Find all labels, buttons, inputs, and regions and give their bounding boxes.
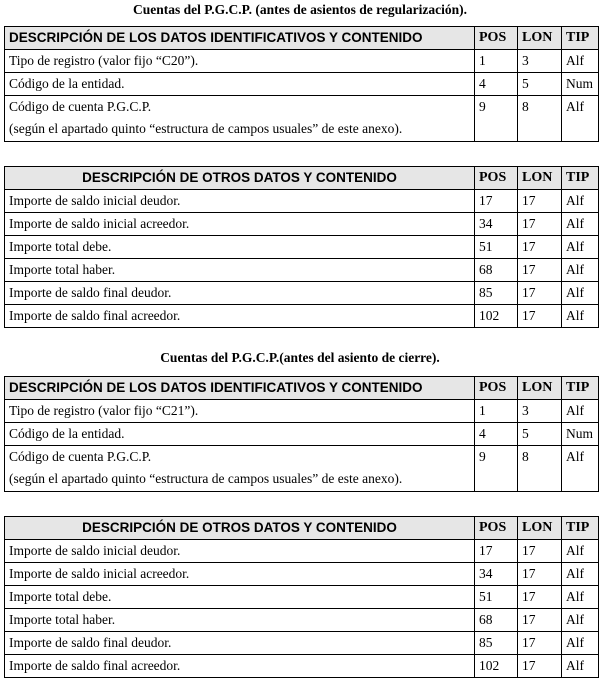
row-description: Importe de saldo final acreedor. [5, 655, 475, 678]
header-description: DESCRIPCIÓN DE LOS DATOS IDENTIFICATIVOS Y CONTENIDO [5, 27, 475, 50]
table-row [5, 655, 599, 678]
row-description: Importe de saldo inicial deudor. [5, 540, 475, 563]
row-lon: 5 [518, 423, 562, 446]
row-tip: Alf [562, 655, 599, 678]
table-header-row [5, 377, 599, 400]
row-pos: 102 [475, 305, 518, 328]
row-lon: 17 [518, 609, 562, 632]
row-tip: Alf [562, 96, 599, 142]
table-row [5, 609, 599, 632]
row-lon: 17 [518, 213, 562, 236]
row-pos: 51 [475, 236, 518, 259]
row-description: Importe de saldo final deudor. [5, 282, 475, 305]
row-lon: 3 [518, 50, 562, 73]
row-lon: 17 [518, 655, 562, 678]
table-header-row [5, 167, 599, 190]
header-lon: LON [518, 517, 562, 540]
row-lon: 17 [518, 282, 562, 305]
row-description: Importe total debe. [5, 236, 475, 259]
row-lon: 17 [518, 190, 562, 213]
row-pos: 85 [475, 282, 518, 305]
row-lon: 5 [518, 73, 562, 96]
row-description: Código de la entidad. [5, 73, 475, 96]
header-tip: TIP [562, 167, 599, 190]
row-lon: 3 [518, 400, 562, 423]
row-description: Importe de saldo inicial acreedor. [5, 563, 475, 586]
row-description: Tipo de registro (valor fijo “C20”). [5, 50, 475, 73]
row-tip: Num [562, 423, 599, 446]
table-row [5, 282, 599, 305]
row-lon: 17 [518, 305, 562, 328]
row-lon: 17 [518, 236, 562, 259]
row-description: Importe de saldo final deudor. [5, 632, 475, 655]
table-row [5, 190, 599, 213]
row-pos: 17 [475, 540, 518, 563]
identification-table [4, 376, 599, 492]
row-description: Importe de saldo inicial deudor. [5, 190, 475, 213]
row-lon: 8 [518, 96, 562, 142]
row-tip: Alf [562, 446, 599, 492]
row-tip: Alf [562, 400, 599, 423]
row-description [5, 96, 475, 142]
header-description: DESCRIPCIÓN DE LOS DATOS IDENTIFICATIVOS Y CONTENIDO [5, 377, 475, 400]
row-lon: 17 [518, 259, 562, 282]
row-pos: 4 [475, 73, 518, 96]
row-tip: Alf [562, 282, 599, 305]
row-description: Importe total haber. [5, 609, 475, 632]
row-description: Código de la entidad. [5, 423, 475, 446]
table-row [5, 236, 599, 259]
table-row [5, 50, 599, 73]
row-pos: 102 [475, 655, 518, 678]
other-data-table [4, 516, 599, 678]
row-lon: 17 [518, 540, 562, 563]
row-description: Importe de saldo final acreedor. [5, 305, 475, 328]
table-header-row [5, 517, 599, 540]
row-tip: Alf [562, 540, 599, 563]
row-pos: 85 [475, 632, 518, 655]
table-row [5, 96, 599, 142]
row-pos: 34 [475, 213, 518, 236]
row-tip: Alf [562, 190, 599, 213]
header-lon: LON [518, 377, 562, 400]
row-description: Importe de saldo inicial acreedor. [5, 213, 475, 236]
row-description: Importe total haber. [5, 259, 475, 282]
header-pos: POS [475, 377, 518, 400]
section-title: Cuentas del P.G.C.P.(antes del asiento de cierre). [160, 350, 440, 365]
row-tip: Alf [562, 259, 599, 282]
row-tip: Alf [562, 305, 599, 328]
row-pos: 68 [475, 259, 518, 282]
table-row [5, 423, 599, 446]
row-lon: 17 [518, 563, 562, 586]
row-lon: 17 [518, 632, 562, 655]
table-row [5, 305, 599, 328]
row-tip: Alf [562, 609, 599, 632]
header-pos: POS [475, 27, 518, 50]
row-pos: 68 [475, 609, 518, 632]
table-row [5, 586, 599, 609]
row-pos: 9 [475, 446, 518, 492]
row-tip: Alf [562, 563, 599, 586]
row-description-line2: (según el apartado quinto “estructura de campos usuales” de este anexo). [9, 471, 403, 486]
row-description [5, 446, 475, 492]
row-pos: 34 [475, 563, 518, 586]
identification-table [4, 26, 599, 142]
row-tip: Alf [562, 236, 599, 259]
row-tip: Alf [562, 213, 599, 236]
table-row [5, 563, 599, 586]
other-data-table [4, 166, 599, 328]
header-description: DESCRIPCIÓN DE OTROS DATOS Y CONTENIDO [5, 517, 475, 540]
row-pos: 1 [475, 50, 518, 73]
table-row [5, 73, 599, 96]
table-row [5, 540, 599, 563]
row-tip: Num [562, 73, 599, 96]
row-description-line1: Código de cuenta P.G.C.P. [9, 99, 152, 114]
section-title: Cuentas del P.G.C.P. (antes de asientos de regularización). [133, 2, 467, 17]
table-row [5, 446, 599, 492]
row-tip: Alf [562, 50, 599, 73]
row-lon: 17 [518, 586, 562, 609]
row-tip: Alf [562, 632, 599, 655]
row-description: Importe total debe. [5, 586, 475, 609]
row-tip: Alf [562, 586, 599, 609]
header-lon: LON [518, 167, 562, 190]
row-description: Tipo de registro (valor fijo “C21”). [5, 400, 475, 423]
header-tip: TIP [562, 377, 599, 400]
row-pos: 17 [475, 190, 518, 213]
row-lon: 8 [518, 446, 562, 492]
header-tip: TIP [562, 27, 599, 50]
row-description-line2: (según el apartado quinto “estructura de campos usuales” de este anexo). [9, 121, 403, 136]
table-header-row [5, 27, 599, 50]
header-tip: TIP [562, 517, 599, 540]
row-pos: 9 [475, 96, 518, 142]
row-pos: 1 [475, 400, 518, 423]
table-row [5, 213, 599, 236]
table-row [5, 400, 599, 423]
row-pos: 4 [475, 423, 518, 446]
header-description: DESCRIPCIÓN DE OTROS DATOS Y CONTENIDO [5, 167, 475, 190]
header-pos: POS [475, 167, 518, 190]
table-row [5, 632, 599, 655]
table-row [5, 259, 599, 282]
row-pos: 51 [475, 586, 518, 609]
header-pos: POS [475, 517, 518, 540]
header-lon: LON [518, 27, 562, 50]
row-description-line1: Código de cuenta P.G.C.P. [9, 449, 152, 464]
